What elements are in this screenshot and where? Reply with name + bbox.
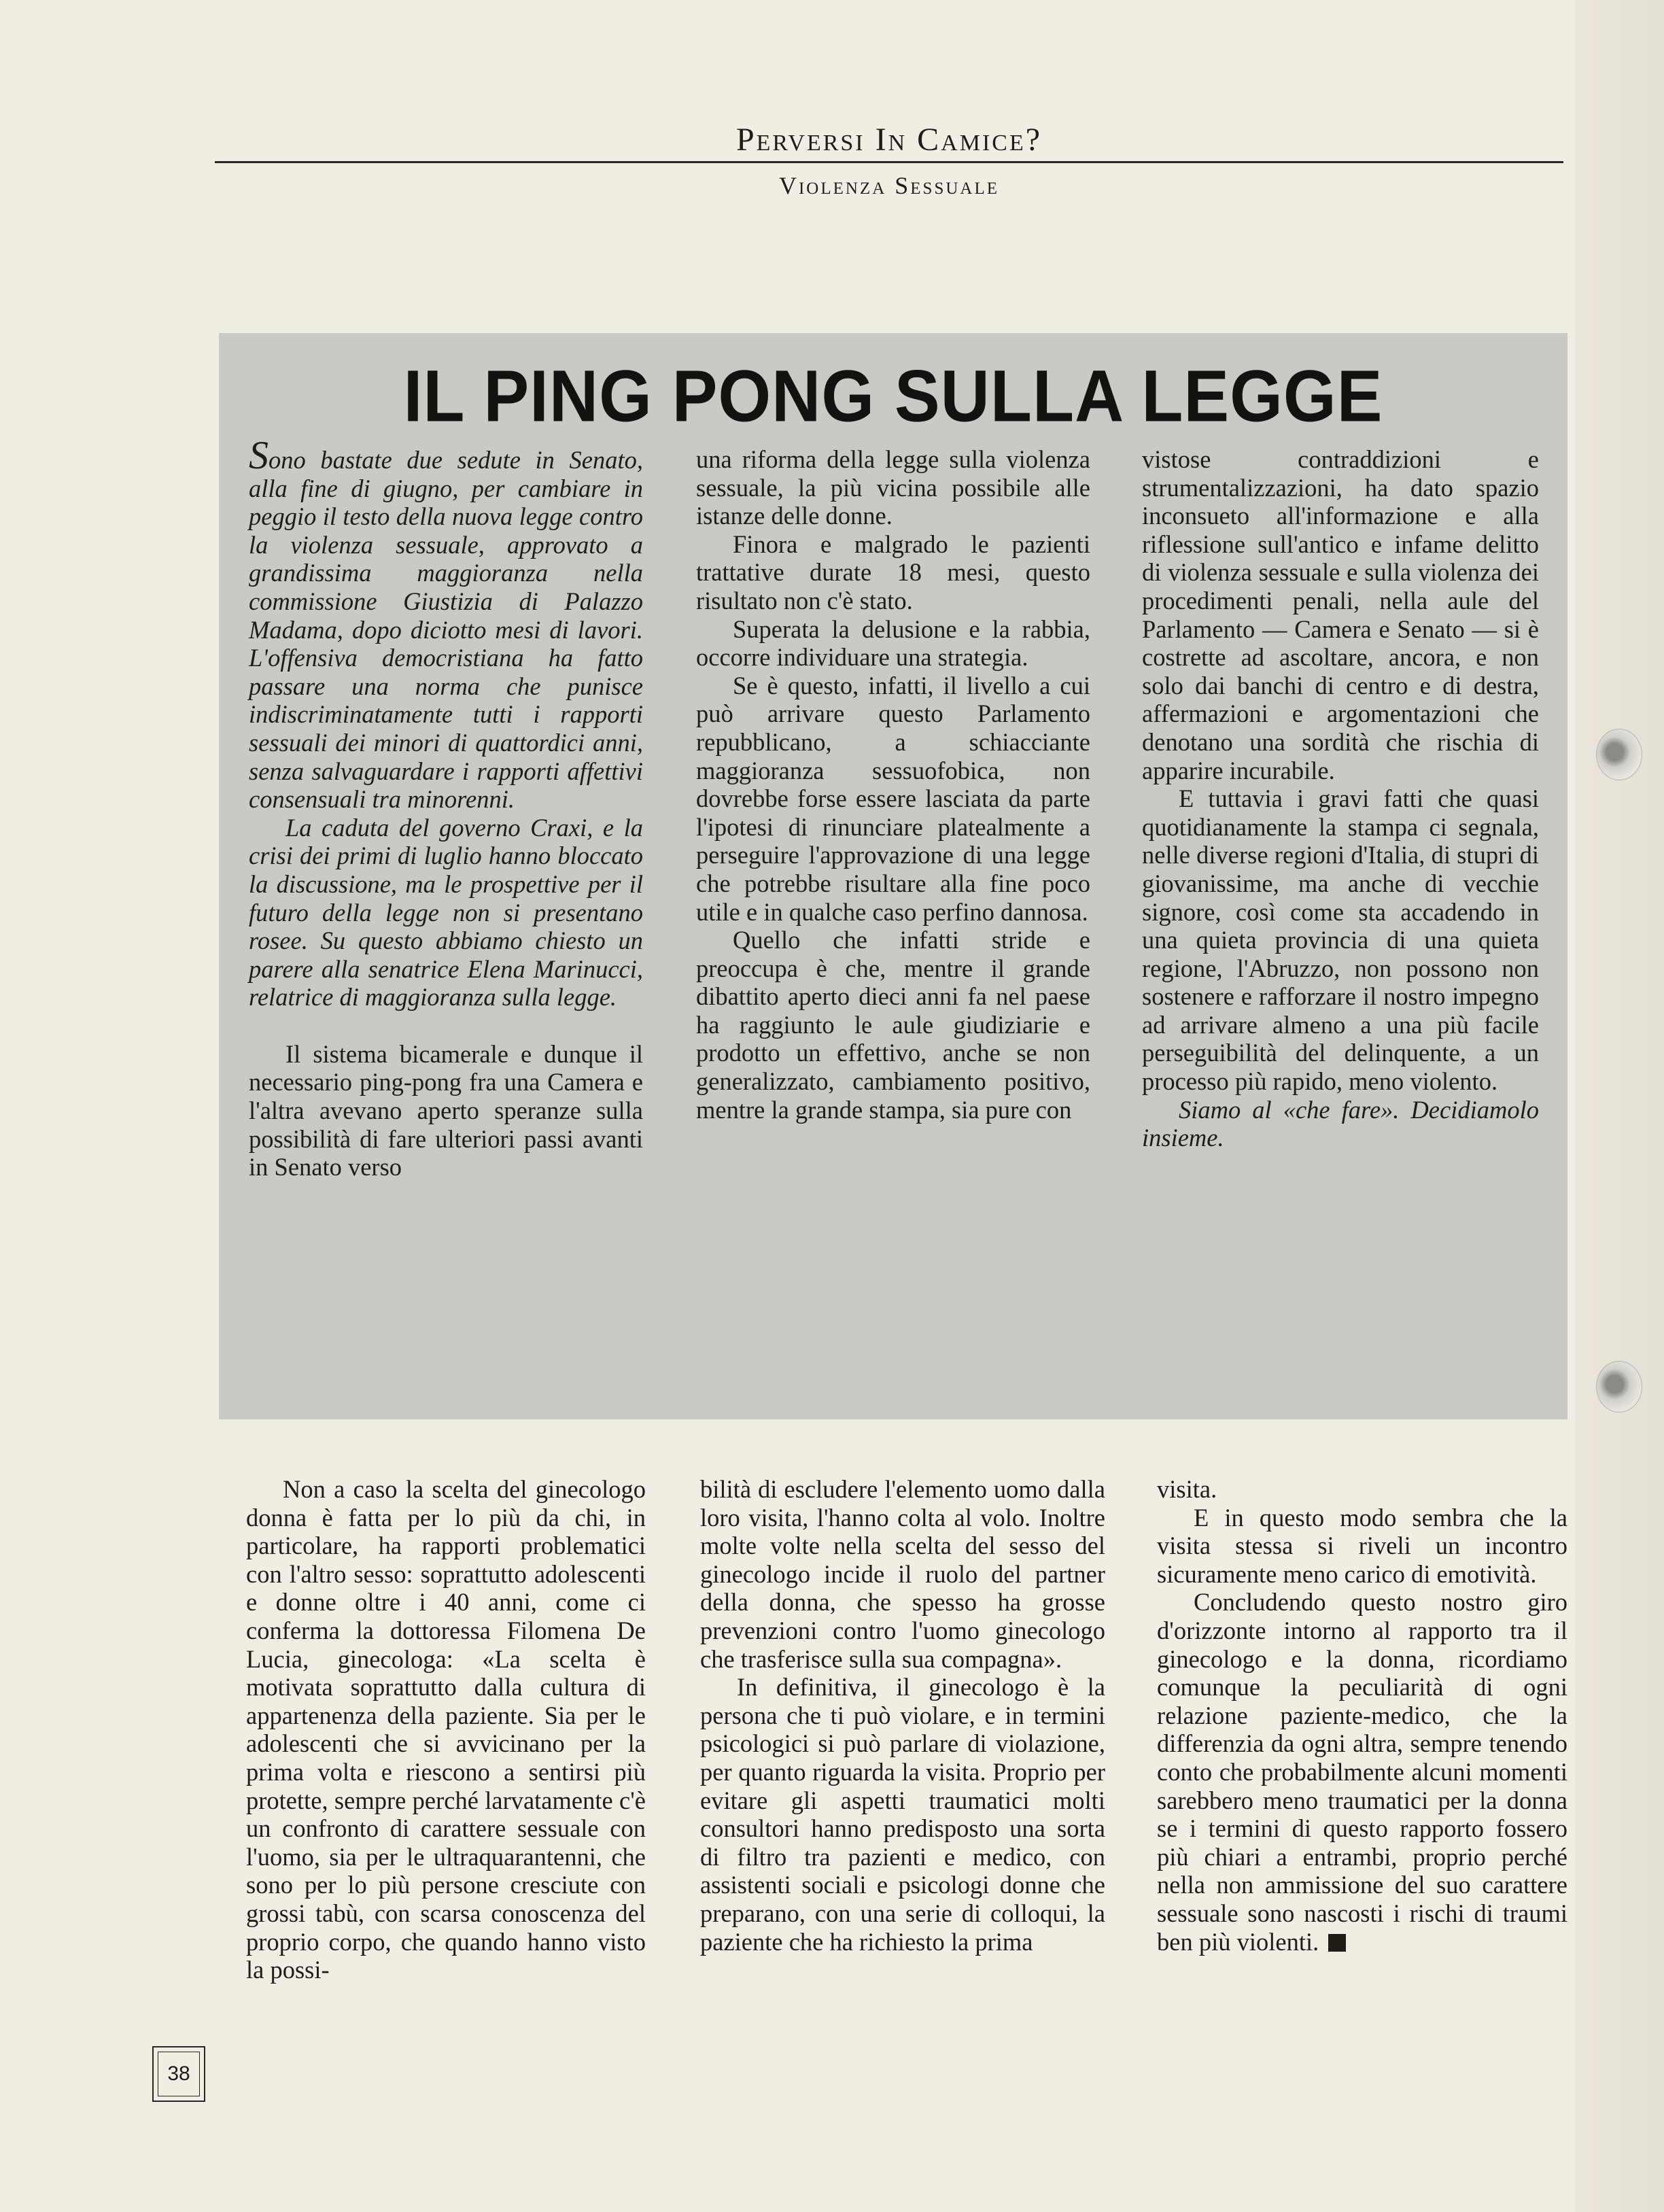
box-paragraph: Il sistema bicamerale e dunque il necessario ping-pong fra una Camera e l'altra avevano aperto speranze sulla possibilità di fare ulteriori passi avanti in Senato verso — [249, 1039, 643, 1181]
box-intro-paragraph — [249, 433, 643, 814]
box-paragraph: Superata la delusione e la rabbia, occorre individuare una strategia. — [696, 615, 1090, 672]
box-paragraph: La caduta del governo Craxi, e la crisi dei primi di luglio hanno bloccato la discussione, ma le prospettive per il futuro della legge non si presentano rosee. Su questo abbiamo chiesto un parere alla senatrice Elena Marinucci, relatrice di maggioranza sulla legge. — [249, 813, 643, 1012]
article-column-3 — [1157, 1475, 1567, 1956]
box-column-3 — [1142, 445, 1539, 1152]
section-title: Perversi In Camice? — [735, 122, 1043, 158]
article-paragraph: bilità di escludere l'elemento uomo dalla loro visita, l'hanno colta al volo. Inoltre molte volte nella scelta del sesso del ginecologo incide il ruolo del partner della donna, che spesso ha grosse prevenzioni contro l'uomo ginecologo che trasferisce sulla sua compagna». — [700, 1475, 1105, 1673]
box-paragraph: Quello che infatti stride e preoccupa è che, mentre il grande dibattito aperto dieci anni fa nel paese ha raggiunto le aule giudiziarie e prodotto un effettivo, anche se non generalizzato, cambiamento positivo, mentre la grande stampa, sia pure con — [696, 926, 1090, 1124]
article-paragraph-final — [1157, 1588, 1567, 1956]
article-paragraph: In definitiva, il ginecologo è la persona che ti può violare, e in termini psicologici si può parlare di violazione, per quanto riguarda la visita. Proprio per evitare gli aspetti traumatici molti consultori hanno predisposto una sorta di filtro tra pazienti e medico, con assistenti sociali e psicologi donne che preparano, con una serie di colloqui, la paziente che ha richiesto la prima — [700, 1673, 1105, 1956]
box-paragraph: E tuttavia i gravi fatti che quasi quotidianamente la stampa ci segnala, nelle diverse regioni d'Italia, di stupri di giovanissime, ma anche di vecchie signore, così come sta accadendo in una quieta provincia di una quieta regione, l'Abruzzo, non possono non sostenere e rafforzare il nostro impegno ad arrivare almeno a una più facile perseguibilità del delinquente, a un processo più rapido, meno violento. — [1142, 784, 1539, 1096]
running-head — [215, 121, 1563, 199]
box-headline: IL PING PONG SULLA LEGGE — [403, 355, 1383, 438]
next-page-edge — [1576, 0, 1664, 2212]
sidebar-box — [219, 333, 1567, 1419]
article-paragraph-text: Concludendo questo nostro giro d'orizzonte intorno al rapporto tra il ginecologo e la donna, ricordiamo comunque la peculiarità di ogni relazione paziente-medico, che la differenzia da ogni altra, sempre tenendo conto che probabilmente alcuni momenti sarebbero meno traumatici per la donna se i termini di questo rapporto fossero più chiari a entrambi, proprio perché nella non ammissione del suo carattere sessuale sono nascosti i rischi di traumi ben più violenti. — [1157, 1588, 1567, 1956]
box-paragraph: Finora e malgrado le pazienti trattative durate 18 mesi, questo risultato non c'è stato. — [696, 530, 1090, 615]
box-paragraph: vistose contraddizioni e strumentalizzazioni, ha dato spazio inconsueto all'informazione e alla riflessione sull'antico e infame delitto di violenza sessuale e sulla violenza dei procedimenti penali, nella aule del Parlamento — Camera e Senato — si è costrette ad ascoltare, ancora, e non solo dai banchi di centro e di destra, affermazioni e argomentazioni che denotano una sordità che rischia di apparire incurabile. — [1142, 445, 1539, 784]
article-column-2 — [700, 1475, 1105, 1956]
box-paragraph: Se è questo, infatti, il livello a cui può arrivare questo Parlamento repubblicano, a schiacciante maggioranza sessuofobica, non dovrebbe forse essere lasciata da parte l'ipotesi di rinunciare platealmente a perseguire l'approvazione di una legge che potrebbe risultare alla fine poco utile e in qualche caso perfino dannosa. — [696, 671, 1090, 926]
end-mark-icon — [1328, 1934, 1346, 1952]
page-number: 38 — [152, 2046, 205, 2102]
article-column-1 — [246, 1475, 646, 1984]
binder-hole-icon — [1596, 1361, 1642, 1413]
article-paragraph: visita. — [1157, 1475, 1217, 1503]
box-column-2 — [696, 445, 1090, 1124]
article-paragraph: E in questo modo sembra che la visita stessa si riveli un incontro sicuramente meno carico di emotività. — [1157, 1503, 1567, 1588]
box-paragraph: una riforma della legge sulla violenza sessuale, la più vicina possibile alle istanze delle donne. — [696, 445, 1090, 530]
drop-cap: S — [249, 433, 268, 477]
section-subtitle: Violenza Sessuale — [778, 172, 1000, 199]
article-paragraph: Non a caso la scelta del ginecologo donna è fatta per lo più da chi, in particolare, ha rapporti problematici con l'altro sesso: soprattutto adolescenti e donne oltre i 40 anni, come ci conferma la dottoressa Filomena De Lucia, ginecologa: «La scelta è motivata soprattutto dalla cultura di appartenenza della paziente. Sia per le adolescenti che si avvicinano per la prima volta e riescono a sentirsi più protette, sempre perché larvatamente c'è un confronto di carattere sessuale con l'uomo, sia per le ultraquarantenni, che sono per lo più persone cresciute con grossi tabù, con scarsa conoscenza del proprio corpo, che quando hanno visto la possi- — [246, 1475, 646, 1984]
box-paragraph-text: ono bastate due sedute in Senato, alla fine di giugno, per cambiare in peggio il testo della nuova legge contro la violenza sessuale, approvato a grandissima maggioranza nella commissione Giustizia di Palazzo Madama, dopo diciotto mesi di lavori. L'offensiva democristiana ha fatto passare una norma che punisce indiscriminatamente tutti i rapporti sessuali dei minori di quattordici anni, senza salvaguardare i rapporti affettivi consensuali tra minorenni. — [249, 446, 643, 814]
box-closing-line: Siamo al «che fare». Decidiamolo insieme. — [1142, 1095, 1539, 1152]
binder-hole-icon — [1596, 729, 1642, 780]
box-column-1 — [249, 433, 643, 1181]
